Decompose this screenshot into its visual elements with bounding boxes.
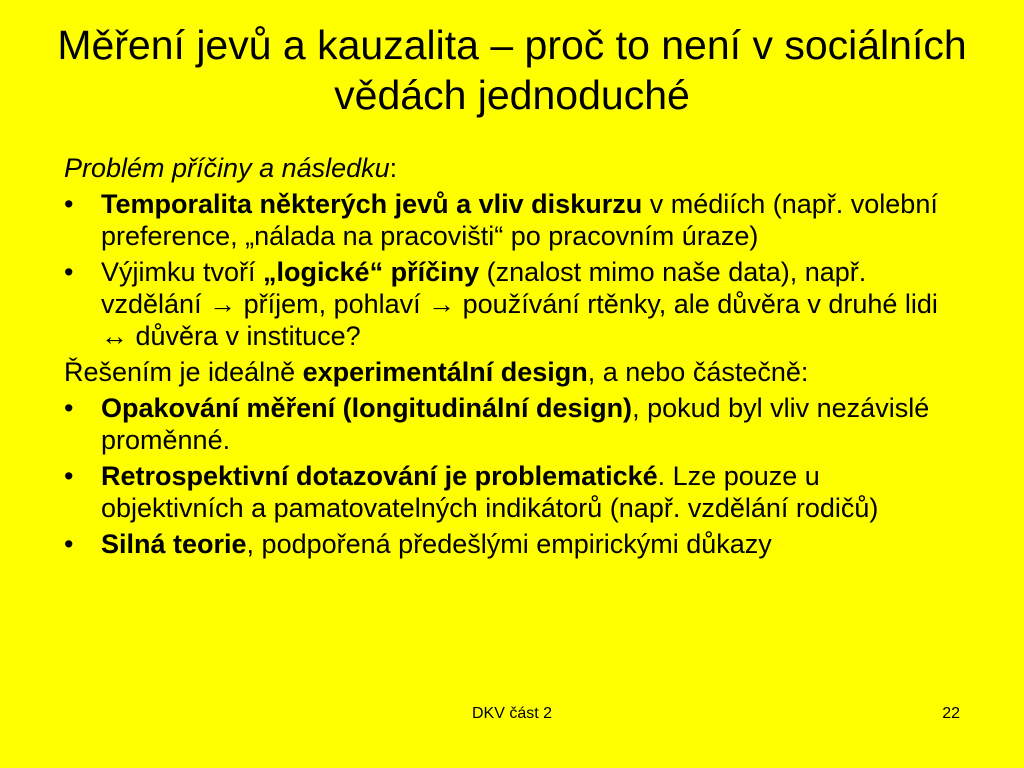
bullet-marker: • xyxy=(64,189,74,219)
bullet-item xyxy=(64,460,964,524)
bullet-bold-text: Retrospektivní dotazování je problematické xyxy=(101,461,658,491)
bullet-text: . Lze pouze u objektivních a pamatovatelných indikátorů (např. vzdělání rodičů) xyxy=(101,461,879,523)
slide-number: 22 xyxy=(942,705,960,722)
bullet-item xyxy=(64,188,964,252)
bullet-text: , pokud byl vliv nezávislé proměnné. xyxy=(101,393,930,455)
bullet-text-prefix: Výjimku tvoří xyxy=(101,257,264,287)
section-heading-colon: : xyxy=(389,153,398,183)
bullet-item xyxy=(64,392,964,456)
bullet-bold-text: „logické“ příčiny xyxy=(263,257,480,287)
footer-text: DKV část 2 xyxy=(471,705,553,722)
section-heading-solution xyxy=(64,356,964,388)
section-heading-text: Problém příčiny a následku xyxy=(64,153,390,183)
bullet-marker: • xyxy=(64,257,74,287)
slide-title: Měření jevů a kauzalita – proč to není v sociálních vědách jednoduché xyxy=(57,22,967,118)
bullet-item xyxy=(64,256,964,352)
bullet-text: v médiích (např. volební preference, „nálada na pracovišti“ po pracovním úraze) xyxy=(101,189,938,251)
bullet-item xyxy=(64,528,964,560)
bullet-text: (znalost mimo naše data), např. vzdělání → příjem, pohlaví → používání rtěnky, ale důvěra v druhé lidi ↔ důvěra v instituce? xyxy=(101,257,938,351)
bullet-text: , podpořená předešlými empirickými důkazy xyxy=(246,529,772,559)
slide-content xyxy=(64,152,964,564)
bullet-bold-text: Temporalita některých jevů a vliv diskurzu xyxy=(101,189,643,219)
section-heading-problem xyxy=(64,152,964,184)
bullet-bold-text: Opakování měření (longitudinální design) xyxy=(101,393,633,423)
solution-text: , a nebo částečně: xyxy=(587,357,809,387)
solution-text-prefix: Řešením je ideálně xyxy=(64,357,303,387)
bullet-marker: • xyxy=(64,393,74,423)
solution-bold-text: experimentální design xyxy=(302,357,588,387)
bullet-marker: • xyxy=(64,529,74,559)
bullet-marker: • xyxy=(64,461,74,491)
bullet-bold-text: Silná teorie xyxy=(101,529,247,559)
